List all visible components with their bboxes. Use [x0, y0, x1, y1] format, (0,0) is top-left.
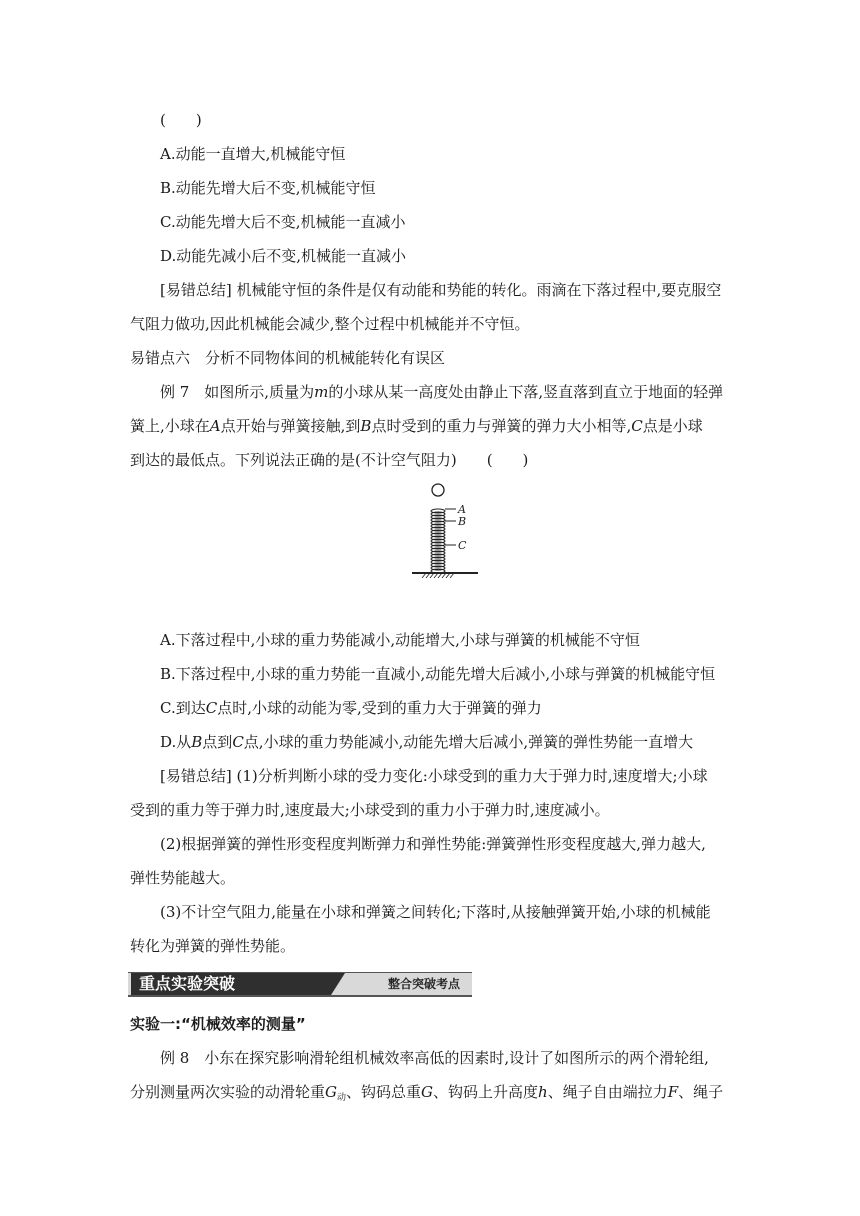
spring-coil: [431, 509, 445, 573]
question-paren: ( ): [160, 111, 202, 129]
spring-figure: [412, 482, 482, 580]
error-summary-cont: 气阻力做功,因此机械能会减少,整个过程中机械能并不守恒。: [130, 315, 530, 333]
ex7-summary-2-cont: 弹性势能越大。: [130, 869, 236, 887]
option-c: C.动能先增大后不变,机械能一直减小: [160, 213, 406, 231]
error-summary: [易错总结] 机械能守恒的条件是仅有动能和势能的转化。雨滴在下落过程中,要克服空: [160, 281, 722, 299]
example-8-line-1: 例 8 小东在探究影响滑轮组机械效率高低的因素时,设计了如图所示的两个滑轮组,: [160, 1049, 709, 1067]
example-7-line-2: 簧上,小球在A点开始与弹簧接触,到B点时受到的重力与弹簧的弹力大小相等,C点是小球: [130, 417, 703, 435]
example-7-line-1: 例 7 如图所示,质量为m的小球从某一高度处由静止下落,竖直落到直立于地面的轻弹: [160, 383, 724, 401]
label-b: B: [458, 515, 467, 528]
banner-title: 重点实验突破: [131, 973, 331, 995]
ex7-summary-1: [易错总结] (1)分析判断小球的受力变化:小球受到的重力大于弹力时,速度增大;小球: [160, 767, 708, 785]
option-a: A.动能一直增大,机械能守恒: [160, 145, 346, 163]
option-d: D.动能先减小后不变,机械能一直减小: [160, 247, 407, 265]
label-c: C: [458, 539, 467, 552]
ex7-summary-1-cont: 受到的重力等于弹力时,速度最大;小球受到的重力小于弹力时,速度减小。: [130, 801, 610, 819]
experiment-title: 实验一:“机械效率的测量”: [130, 1015, 306, 1033]
ex7-option-d: D.从B点到C点,小球的重力势能减小,动能先增大后减小,弹簧的弹性势能一直增大: [160, 733, 694, 751]
ex7-summary-2: (2)根据弹簧的弹性形变程度判断弹力和弹性势能:弹簧弹性形变程度越大,弹力越大,: [160, 835, 706, 853]
ex7-option-c: C.到达C点时,小球的动能为零,受到的重力大于弹簧的弹力: [160, 699, 542, 717]
label-a: A: [458, 503, 466, 516]
option-b: B.动能先增大后不变,机械能守恒: [160, 179, 376, 197]
example-8-line-2: 分别测量两次实验的动滑轮重$G_动$、钩码总重G、钩码上升高度h、绳子自由端拉力F、绳子: [130, 1083, 724, 1103]
ex7-option-b: B.下落过程中,小球的重力势能一直减小,动能先增大后减小,小球与弹簧的机械能守恒: [160, 665, 716, 683]
ex7-option-a: A.下落过程中,小球的重力势能减小,动能增大,小球与弹簧的机械能不守恒: [160, 631, 640, 649]
ball: [432, 484, 444, 496]
section-heading: 易错点六 分析不同物体间的机械能转化有误区: [130, 349, 446, 367]
section-banner: [128, 972, 472, 997]
ex7-summary-3-cont: 转化为弹簧的弹性势能。: [130, 937, 296, 955]
ex7-summary-3: (3)不计空气阻力,能量在小球和弹簧之间转化;下落时,从接触弹簧开始,小球的机械能: [160, 903, 711, 921]
banner-subtitle: 整合突破考点: [387, 977, 460, 991]
example-7-line-3: 到达的最低点。下列说法正确的是(不计空气阻力) ( ): [130, 451, 529, 469]
